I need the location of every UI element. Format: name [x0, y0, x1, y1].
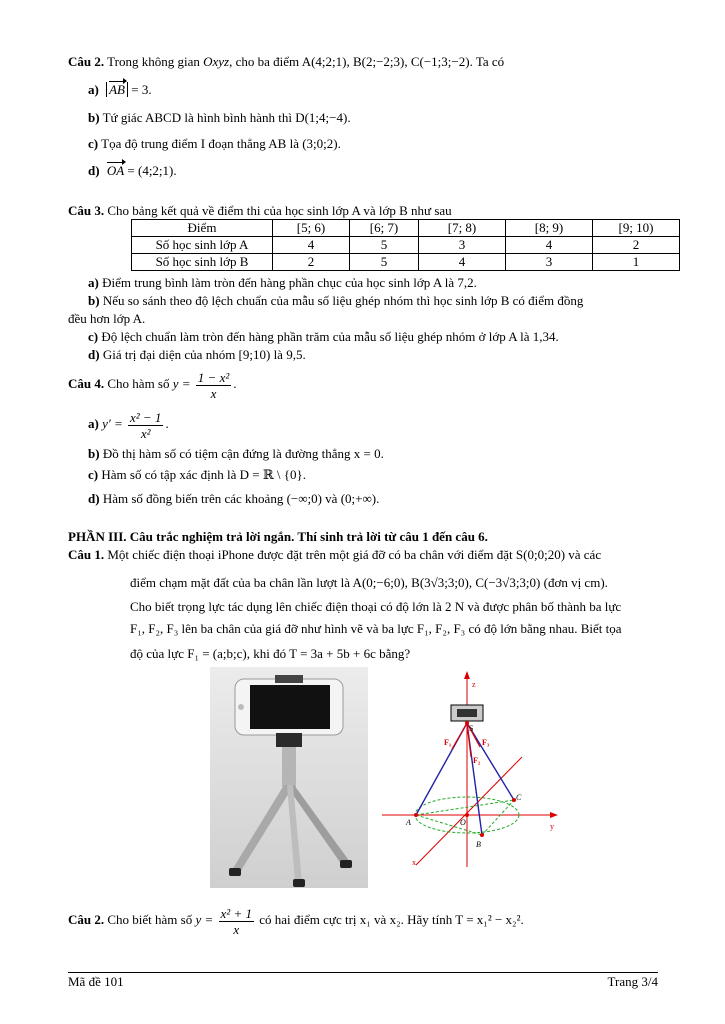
table-cell: [7; 8)	[419, 220, 506, 237]
q4-label: Câu 4.	[68, 376, 105, 391]
q2-points: A(4;2;1), B(2;−2;3), C(−1;3;−2)	[301, 54, 470, 69]
label-z: z	[472, 680, 476, 689]
phone-home-button	[238, 704, 244, 710]
label-B: B	[476, 840, 481, 849]
table-cell: [8; 9)	[506, 220, 593, 237]
q3-d-text: Giá trị đại diện của nhóm [9;10) là 9,5.	[102, 347, 306, 362]
q3-a-text: Điểm trung bình làm tròn đến hàng phần chục của học sinh lớp A là 7,2.	[102, 275, 477, 290]
q2-label: Câu 2.	[68, 54, 105, 69]
q4-d-text: Hàm số đồng biến trên các khoảng (−∞;0) và (0;+∞).	[102, 491, 380, 506]
q2-b-text: Tứ giác ABCD là hình bình hành thì D(1;4;−4).	[102, 110, 351, 125]
q4-a-lhs: y′ =	[102, 416, 123, 431]
q4-option-a: a) y′ = $\frac{\text{x² − 1}}{\text{x²}}$ .	[88, 409, 169, 441]
q3-option-a	[88, 275, 477, 291]
point-A	[414, 813, 418, 817]
q2-d-eq: = (4;2;1).	[124, 163, 177, 178]
q3-option-d	[88, 347, 306, 363]
table-cell: 2	[273, 254, 350, 271]
p3q2-line	[68, 903, 524, 937]
q3-c-text: Độ lệch chuẩn làm tròn đến hàng phần trăm của mẫu số liệu ghép nhóm ở lớp A là 1,34.	[101, 329, 559, 344]
tripod-phone-photo	[210, 667, 368, 888]
part3-title: PHẦN III. Câu trắc nghiệm trả lời ngắn. Thí sinh trả lời từ câu 1 đến câu 6.	[68, 529, 488, 544]
phone-screen	[250, 685, 330, 729]
q3-b-label: b)	[88, 293, 100, 308]
q4-option-c	[88, 467, 306, 483]
point-B	[480, 833, 484, 837]
table-cell: 3	[506, 254, 593, 271]
q3-c-label: c)	[88, 329, 99, 344]
q4-b-label: b)	[88, 446, 100, 461]
q3-d-label: d)	[88, 347, 100, 362]
q3-option-b	[88, 293, 583, 309]
p3q1-line5: độ của lực F₁ = (a;b;c), khi đó T = 3a + 5b + 6c bằng?	[130, 646, 411, 661]
q4-denominator: x	[210, 385, 217, 401]
table-cell: 3	[419, 237, 506, 254]
q2-stem	[68, 54, 504, 70]
q4-c-label: c)	[88, 467, 99, 482]
q3-option-c	[88, 329, 559, 345]
q2-b-label: b)	[88, 110, 100, 125]
table-header-row	[132, 220, 680, 237]
q4-option-d	[88, 491, 379, 507]
phone-box-screen	[457, 709, 477, 717]
q3-b-text1: Nếu so sánh theo độ lệch chuẩn của mẫu số liệu ghép nhóm thì học sinh lớp B có điểm đồng	[102, 293, 584, 308]
q4-y-eq: y =	[172, 376, 191, 391]
q2-stem-b: , cho ba điểm	[229, 54, 300, 69]
tripod-head	[276, 733, 302, 747]
table-cell: [9; 10)	[593, 220, 680, 237]
footer-page-number: Trang 3/4	[607, 974, 658, 989]
q4-c-text: Hàm số có tập xác định là D = ℝ \ {0}.	[101, 467, 306, 482]
q3-stem-text: Cho bảng kết quả về điểm thi của học sinh lớp A và lớp B như sau	[107, 203, 452, 218]
p3q2-label: Câu 2.	[68, 912, 105, 927]
q4-b-text: Đồ thị hàm số có tiệm cận đứng là đường thẳng x = 0.	[102, 446, 384, 461]
q4-option-b	[88, 446, 384, 462]
q2-stem-a: Trong không gian	[107, 54, 200, 69]
p3q2-rest: có hai điểm cực trị x₁ và x₂. Hãy tính T = x₁² − x₂².	[259, 912, 524, 927]
q2-option-a	[88, 82, 152, 98]
p3q2-y-eq: y =	[195, 912, 214, 927]
table-cell: Số học sinh lớp B	[132, 254, 273, 271]
tripod-foot	[229, 868, 241, 876]
tripod-foot	[293, 879, 305, 887]
label-A: A	[406, 818, 411, 827]
p3q2-numerator: x² + 1	[220, 905, 252, 921]
label-O: O	[460, 818, 466, 827]
q2-option-d	[88, 163, 177, 179]
table-cell: 4	[506, 237, 593, 254]
phone-clamp	[275, 675, 303, 683]
q4-a-label: a)	[88, 416, 99, 431]
tripod-foot	[340, 860, 352, 868]
table-row	[132, 237, 680, 254]
vector-F1	[452, 723, 467, 749]
table-cell: Số học sinh lớp A	[132, 237, 273, 254]
tripod-leg-left	[232, 785, 294, 872]
tripod-column	[282, 747, 296, 787]
q2-stem-c: . Ta có	[469, 54, 505, 69]
q2-option-c	[88, 136, 341, 152]
p3q2-fraction	[219, 906, 254, 937]
p3q1-line3: Cho biết trọng lực tác dụng lên chiếc điện thoại có độ lớn là 2 N và được phân bố thành ba lực	[130, 599, 622, 614]
force-diagram	[372, 667, 562, 877]
footer-divider	[68, 972, 658, 973]
table-cell: 4	[419, 254, 506, 271]
label-y: y	[550, 822, 554, 831]
q2-d-label: d)	[88, 163, 100, 178]
table-cell: 2	[593, 237, 680, 254]
table-cell: 4	[273, 237, 350, 254]
table-cell: [5; 6)	[273, 220, 350, 237]
q2-space: Oxyz	[203, 54, 230, 69]
x-axis	[416, 757, 522, 865]
q4-stem: Câu 4. Cho hàm số y = $\frac{\text{1 − x²}}{x}$ .	[68, 369, 237, 401]
q3-b-continued: đều hơn lớp A.	[68, 311, 146, 326]
score-table	[131, 219, 680, 271]
q2-a-vector: AB	[109, 82, 125, 97]
tripod-illustration	[210, 667, 368, 888]
p3q1-line2: điểm chạm mặt đất của ba chân lần lượt là A(0;−6;0), B(3√3;3;0), C(−3√3;3;0) (đơn vị cm).	[130, 575, 608, 590]
label-F1: F₁	[444, 738, 452, 747]
y-axis-arrow	[550, 812, 558, 818]
table-cell: 5	[350, 237, 419, 254]
q2-d-vector: OA	[106, 163, 125, 178]
p3q1-line4: F₁, F₂, F₃ lên ba chân của giá đỡ như hình vẽ và ba lực F₁, F₂, F₃ có độ lớn bằng nhau. Biết tọa	[130, 621, 622, 636]
q2-a-label: a)	[88, 82, 99, 97]
q4-a-fraction	[128, 410, 163, 441]
q4-a-denominator: x²	[140, 425, 151, 441]
table-cell: 1	[593, 254, 680, 271]
label-S: S	[469, 724, 474, 733]
label-C: C	[516, 793, 522, 802]
q3-stem	[68, 203, 452, 219]
q3-a-label: a)	[88, 275, 99, 290]
q2-a-eq: = 3.	[127, 82, 152, 97]
label-F3: F₃	[482, 738, 490, 747]
p3q1-text1: Một chiếc điện thoại iPhone được đặt trên một giá đỡ có ba chân với điểm đặt S(0;0;20) và các	[107, 547, 602, 562]
q2-c-label: c)	[88, 136, 99, 151]
p3q2-stem: Cho biết hàm số	[107, 912, 193, 927]
point-O	[465, 813, 469, 817]
table-row	[132, 254, 680, 271]
label-x: x	[412, 858, 416, 867]
q2-c-text: Tọa độ trung điểm I đoạn thẳng AB là (3;0;2).	[101, 136, 341, 151]
label-F2: F₂	[473, 756, 481, 765]
table-cell: 5	[350, 254, 419, 271]
p3q1-label: Câu 1.	[68, 547, 105, 562]
q2-option-b	[88, 110, 351, 126]
p3q2-denominator: x	[233, 921, 240, 937]
table-cell: [6; 7)	[350, 220, 419, 237]
p3q1-line1	[68, 547, 601, 563]
z-axis-arrow	[464, 671, 470, 679]
q4-a-numerator: x² − 1	[129, 409, 162, 425]
q4-d-label: d)	[88, 491, 100, 506]
q4-stem-text: Cho hàm số	[107, 376, 170, 391]
q4-fraction	[196, 370, 231, 401]
footer-exam-code: Mã đề 101	[68, 974, 124, 989]
q3-label: Câu 3.	[68, 203, 105, 218]
table-cell: Điểm	[132, 220, 273, 237]
q4-numerator: 1 − x²	[197, 369, 230, 385]
